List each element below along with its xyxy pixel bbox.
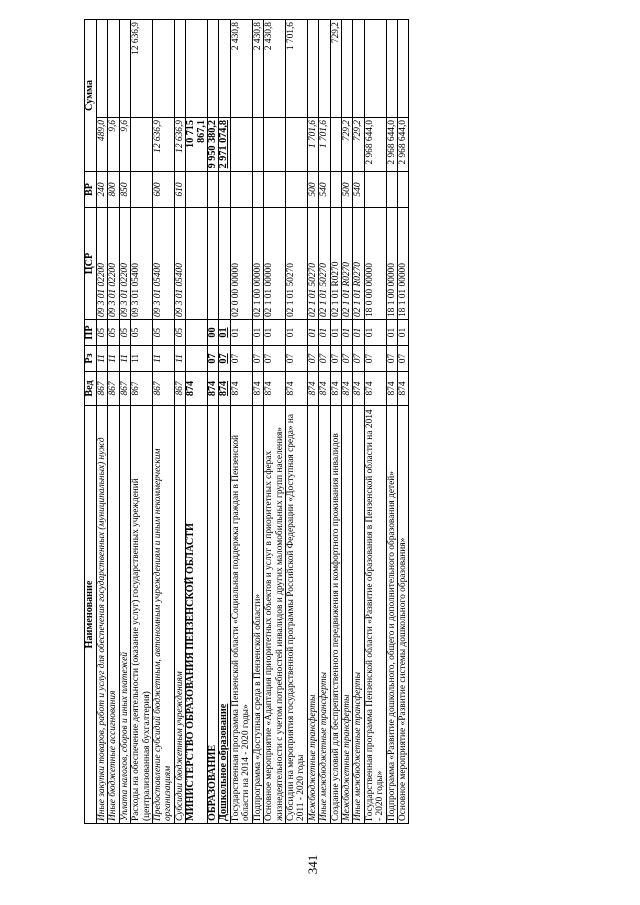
- col-header-vr: ВР: [85, 172, 97, 208]
- cell-sum-total: [153, 20, 175, 118]
- cell-sum: [285, 118, 307, 172]
- cell-ved: 867: [108, 372, 119, 406]
- cell-ved: 874: [219, 372, 230, 406]
- cell-csr: 09 3 01 05400: [174, 208, 185, 320]
- table-row: [119, 20, 130, 824]
- cell-ved: 874: [230, 372, 252, 406]
- cell-sum: 729,2: [341, 118, 352, 172]
- cell-sum: 2 968 644,0: [397, 118, 408, 172]
- cell-vr: 610: [174, 172, 185, 208]
- cell-pr: 01: [353, 320, 364, 346]
- col-header-rz: Рз: [85, 346, 97, 372]
- cell-sum: [230, 118, 252, 172]
- table-row: [341, 20, 352, 824]
- table-row: [153, 20, 175, 824]
- cell-vr: 240: [97, 172, 108, 208]
- table-row: [252, 20, 263, 824]
- cell-rz: 11: [153, 346, 175, 372]
- cell-vr: [285, 172, 307, 208]
- cell-sum: 729,2: [353, 118, 364, 172]
- table-row: [131, 20, 153, 824]
- cell-csr: 09 3 01 02200: [97, 208, 108, 320]
- cell-csr: 09 3 01 05400: [153, 208, 175, 320]
- cell-csr: 09 3 01 02200: [108, 208, 119, 320]
- table-row: [230, 20, 252, 824]
- table-row: [264, 20, 286, 824]
- cell-ved: 874: [285, 372, 307, 406]
- cell-sum: [264, 118, 286, 172]
- cell-pr: 01: [285, 320, 307, 346]
- budget-table: [84, 19, 409, 824]
- cell-pr: 01: [397, 320, 408, 346]
- cell-sum-total: [307, 20, 318, 118]
- cell-name: Межбюджетные трансферты: [341, 406, 352, 824]
- cell-vr: [364, 172, 386, 208]
- cell-pr: 01: [364, 320, 386, 346]
- cell-pr: 05: [174, 320, 185, 346]
- cell-csr: [186, 208, 208, 320]
- cell-sum: 12 636,9: [153, 118, 175, 172]
- table-row: [97, 20, 108, 824]
- cell-sum-total: 1 701,6: [285, 20, 307, 118]
- cell-sum-total: 2 430,8: [230, 20, 252, 118]
- cell-ved: 867: [153, 372, 175, 406]
- cell-csr: 18 0 00 00000: [364, 208, 386, 320]
- cell-sum-total: [397, 20, 408, 118]
- cell-csr: 18 1 01 00000: [397, 208, 408, 320]
- cell-pr: 01: [386, 320, 397, 346]
- cell-name: Предоставление субсидий бюджетным, автономным учреждениям и иным некоммерческим организациям: [153, 406, 175, 824]
- cell-name: Межбюджетные трансферты: [307, 406, 318, 824]
- cell-sum-total: [208, 20, 219, 118]
- cell-pr: 01: [252, 320, 263, 346]
- cell-sum-total: 2 430,8: [264, 20, 286, 118]
- cell-rz: 07: [319, 346, 330, 372]
- cell-sum: 1 701,6: [307, 118, 318, 172]
- cell-sum-total: [108, 20, 119, 118]
- cell-sum-total: [353, 20, 364, 118]
- cell-ved: 867: [131, 372, 153, 406]
- cell-ved: 874: [264, 372, 286, 406]
- cell-rz: 07: [219, 346, 230, 372]
- cell-rz: 11: [174, 346, 185, 372]
- cell-name: Подпрограмма «Развитие дошкольного, общего и дополнительного образования детей»: [386, 406, 397, 824]
- cell-ved: 874: [397, 372, 408, 406]
- cell-sum-total: [97, 20, 108, 118]
- cell-pr: 05: [131, 320, 153, 346]
- cell-name: Основное мероприятие «Развитие системы дошкольного образования»: [397, 406, 408, 824]
- cell-name: Иные межбюджетные трансферты: [353, 406, 364, 824]
- cell-sum: [252, 118, 263, 172]
- cell-name: МИНИСТЕРСТВО ОБРАЗОВАНИЯ ПЕНЗЕНСКОЙ ОБЛАСТИ: [186, 406, 208, 824]
- cell-sum: 12 636,9: [174, 118, 185, 172]
- cell-pr: 01: [219, 320, 230, 346]
- page-number: 341: [305, 854, 320, 875]
- cell-pr: 05: [119, 320, 130, 346]
- cell-pr: 00: [208, 320, 219, 346]
- col-header-ved: Вед: [85, 372, 97, 406]
- table-row: [353, 20, 364, 824]
- table-row: [108, 20, 119, 824]
- cell-rz: 07: [397, 346, 408, 372]
- cell-pr: 01: [264, 320, 286, 346]
- table-row: [397, 20, 408, 824]
- cell-vr: [397, 172, 408, 208]
- table-row: [364, 20, 386, 824]
- cell-vr: [219, 172, 230, 208]
- cell-sum: 489,0: [97, 118, 108, 172]
- cell-ved: 874: [341, 372, 352, 406]
- cell-sum-total: [174, 20, 185, 118]
- cell-sum: 2 971 074,8: [219, 118, 230, 172]
- cell-ved: 874: [307, 372, 318, 406]
- cell-pr: 01: [307, 320, 318, 346]
- cell-rz: 11: [131, 346, 153, 372]
- cell-vr: [252, 172, 263, 208]
- cell-rz: 07: [341, 346, 352, 372]
- table-row: [386, 20, 397, 824]
- cell-name: Субсидии на мероприятия государственной программы Российской Федерации «Доступная среда» на 2011 - 2020 годы: [285, 406, 307, 824]
- cell-csr: 02 1 01 R0270: [341, 208, 352, 320]
- cell-rz: 07: [264, 346, 286, 372]
- cell-rz: 07: [353, 346, 364, 372]
- cell-sum: 2 968 644,0: [364, 118, 386, 172]
- table-row: [219, 20, 230, 824]
- cell-vr: [186, 172, 208, 208]
- cell-ved: 874: [353, 372, 364, 406]
- cell-rz: 07: [307, 346, 318, 372]
- cell-rz: 07: [330, 346, 341, 372]
- cell-sum: 2 968 644,0: [386, 118, 397, 172]
- cell-ved: 874: [330, 372, 341, 406]
- cell-ved: 874: [319, 372, 330, 406]
- cell-ved: 874: [208, 372, 219, 406]
- cell-name: Расходы на обеспечение деятельности (оказание услуг) государственных учреждений (централизованная бухгалтерия): [131, 406, 153, 824]
- cell-ved: 874: [364, 372, 386, 406]
- cell-vr: 800: [108, 172, 119, 208]
- cell-vr: 540: [353, 172, 364, 208]
- cell-csr: 18 1 00 00000: [386, 208, 397, 320]
- cell-csr: 09 3 01 02200: [119, 208, 130, 320]
- cell-sum: 9 950 380,2: [208, 118, 219, 172]
- cell-vr: 600: [153, 172, 175, 208]
- cell-rz: 07: [386, 346, 397, 372]
- cell-name: Дошкольное образование: [219, 406, 230, 824]
- cell-rz: 11: [119, 346, 130, 372]
- cell-name: Субсидии бюджетным учреждениям: [174, 406, 185, 824]
- cell-pr: 05: [153, 320, 175, 346]
- cell-pr: [186, 320, 208, 346]
- cell-ved: 874: [252, 372, 263, 406]
- cell-rz: 11: [108, 346, 119, 372]
- cell-name: Государственная программа Пензенской области «Социальная поддержка граждан в Пензенской области на 2014 - 2020 годы»: [230, 406, 252, 824]
- cell-sum: 10 715 867,1: [186, 118, 208, 172]
- cell-sum: 1 701,6: [319, 118, 330, 172]
- cell-sum-total: [119, 20, 130, 118]
- col-header-csr: ЦСР: [85, 208, 97, 320]
- cell-csr: 02 1 01 00000: [264, 208, 286, 320]
- cell-vr: 500: [341, 172, 352, 208]
- cell-sum: [131, 118, 153, 172]
- cell-sum: [330, 118, 341, 172]
- cell-sum-total: [386, 20, 397, 118]
- cell-rz: 11: [97, 346, 108, 372]
- table-row: [319, 20, 330, 824]
- cell-vr: 500: [307, 172, 318, 208]
- cell-pr: 05: [108, 320, 119, 346]
- header-row: [85, 20, 97, 824]
- cell-sum-total: 2 430,8: [252, 20, 263, 118]
- table-row: [307, 20, 318, 824]
- table-row: [285, 20, 307, 824]
- cell-sum-total: [319, 20, 330, 118]
- cell-rz: 07: [230, 346, 252, 372]
- cell-csr: 02 1 01 50270: [285, 208, 307, 320]
- cell-csr: [219, 208, 230, 320]
- cell-rz: 07: [252, 346, 263, 372]
- cell-name: Создание условий для беспрепятственного передвижения и комфортного проживания инвалидов: [330, 406, 341, 824]
- cell-name: Государственная программа Пензенской области «Развитие образования в Пензенской области на 2014 - 2020 годы»: [364, 406, 386, 824]
- cell-name: Иные межбюджетные трансферты: [319, 406, 330, 824]
- cell-csr: 02 1 01 R0270: [330, 208, 341, 320]
- cell-vr: [208, 172, 219, 208]
- table-row: [208, 20, 219, 824]
- cell-ved: 867: [174, 372, 185, 406]
- cell-pr: 01: [330, 320, 341, 346]
- cell-vr: [330, 172, 341, 208]
- cell-sum-total: 729,2: [330, 20, 341, 118]
- cell-sum-total: [186, 20, 208, 118]
- cell-csr: [208, 208, 219, 320]
- cell-csr: 02 1 00 00000: [252, 208, 263, 320]
- col-header-pr: ПР: [85, 320, 97, 346]
- cell-csr: 02 1 01 50270: [319, 208, 330, 320]
- table-row: [330, 20, 341, 824]
- cell-rz: [186, 346, 208, 372]
- table-row: [186, 20, 208, 824]
- cell-vr: [131, 172, 153, 208]
- cell-sum-total: [341, 20, 352, 118]
- cell-vr: 540: [319, 172, 330, 208]
- cell-name: Основное мероприятие «Адаптация приоритетных объектов и услуг в приоритетных сферах жизнедеятельности с учетом потребностей инвалидов и других маломобильных групп населения»: [264, 406, 286, 824]
- cell-sum: 9,6: [119, 118, 130, 172]
- cell-vr: [386, 172, 397, 208]
- col-header-name: Наименование: [85, 406, 97, 824]
- cell-sum-total: [219, 20, 230, 118]
- cell-name: Иные закупки товаров, работ и услуг для обеспечения государственных (муниципальных) нужд: [97, 406, 108, 824]
- cell-ved: 874: [386, 372, 397, 406]
- cell-name: Подпрограмма «Доступная среда в Пензенской области»: [252, 406, 263, 824]
- cell-name: ОБРАЗОВАНИЕ: [208, 406, 219, 824]
- cell-pr: 05: [97, 320, 108, 346]
- cell-pr: 01: [230, 320, 252, 346]
- cell-vr: [264, 172, 286, 208]
- cell-csr: 02 1 01 50270: [307, 208, 318, 320]
- cell-name: Иные бюджетные ассигнования: [108, 406, 119, 824]
- col-header-sum: Сумма: [85, 20, 97, 172]
- cell-vr: 850: [119, 172, 130, 208]
- cell-pr: 01: [319, 320, 330, 346]
- cell-rz: 07: [364, 346, 386, 372]
- cell-sum-total: 12 636,9: [131, 20, 153, 118]
- cell-csr: 02 1 01 R0270: [353, 208, 364, 320]
- cell-name: Уплата налогов, сборов и иных платежей: [119, 406, 130, 824]
- cell-ved: 867: [119, 372, 130, 406]
- cell-rz: 07: [208, 346, 219, 372]
- cell-sum: 9,6: [108, 118, 119, 172]
- cell-pr: 01: [341, 320, 352, 346]
- cell-sum-total: [364, 20, 386, 118]
- cell-csr: 02 0 00 00000: [230, 208, 252, 320]
- cell-ved: 867: [97, 372, 108, 406]
- cell-ved: 874: [186, 372, 208, 406]
- cell-rz: 07: [285, 346, 307, 372]
- cell-vr: [230, 172, 252, 208]
- cell-csr: 09 3 01 05400: [131, 208, 153, 320]
